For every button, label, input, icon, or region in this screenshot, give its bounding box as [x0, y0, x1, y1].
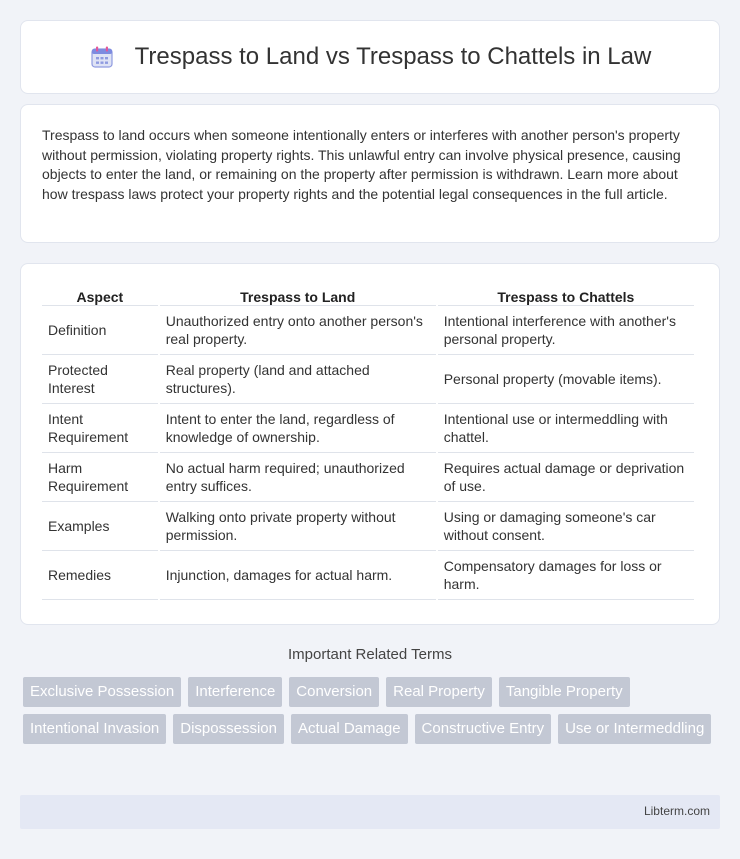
tag-actual-damage[interactable]: Actual Damage — [291, 714, 408, 744]
cell-land: Intent to enter the land, regardless of knowledge of ownership. — [160, 404, 436, 453]
cell-land: Walking onto private property without permission. — [160, 502, 436, 551]
intro-text: Trespass to land occurs when someone intentionally enters or interferes with another person's property without permission, violating property rights. This unlawful entry can involve physical presence, causing objects to enter the land, or remaining on the property after permission is withdrawn. Learn more about how trespass laws protect your property rights and the potential legal consequences in the full article. — [42, 127, 681, 202]
cell-chattels: Compensatory damages for loss or harm. — [438, 551, 694, 600]
title-card — [20, 20, 720, 94]
comparison-table-card — [20, 263, 720, 625]
cell-aspect: Examples — [42, 502, 158, 551]
table-header-row — [42, 284, 694, 306]
comparison-table — [40, 284, 696, 600]
cell-land: Injunction, damages for actual harm. — [160, 551, 436, 600]
cell-chattels: Using or damaging someone's car without consent. — [438, 502, 694, 551]
cell-chattels: Intentional interference with another's personal property. — [438, 306, 694, 355]
cell-aspect: Protected Interest — [42, 355, 158, 404]
calendar-icon — [89, 44, 115, 70]
footer — [20, 795, 720, 829]
table-row — [42, 404, 694, 453]
tag-dispossession[interactable]: Dispossession — [173, 714, 284, 744]
cell-land: Real property (land and attached structures). — [160, 355, 436, 404]
cell-aspect: Definition — [42, 306, 158, 355]
cell-land: No actual harm required; unauthorized entry suffices. — [160, 453, 436, 502]
cell-aspect: Intent Requirement — [42, 404, 158, 453]
table-row — [42, 551, 694, 600]
cell-land: Unauthorized entry onto another person's real property. — [160, 306, 436, 355]
header-aspect: Aspect — [42, 284, 158, 306]
cell-aspect: Harm Requirement — [42, 453, 158, 502]
table-row — [42, 453, 694, 502]
intro-card — [20, 104, 720, 243]
table-row — [42, 355, 694, 404]
page-title: Trespass to Land vs Trespass to Chattels in Law — [134, 43, 652, 70]
tag-conversion[interactable]: Conversion — [289, 677, 379, 707]
related-terms-tags — [23, 677, 713, 744]
footer-site-link[interactable]: Libterm.com — [643, 804, 710, 818]
tag-tangible-property[interactable]: Tangible Property — [499, 677, 630, 707]
tag-constructive-entry[interactable]: Constructive Entry — [415, 714, 552, 744]
cell-aspect: Remedies — [42, 551, 158, 600]
tag-real-property[interactable]: Real Property — [386, 677, 492, 707]
table-row — [42, 502, 694, 551]
tag-intentional-invasion[interactable]: Intentional Invasion — [23, 714, 166, 744]
header-trespass-to-chattels: Trespass to Chattels — [438, 284, 694, 306]
cell-chattels: Requires actual damage or deprivation of use. — [438, 453, 694, 502]
tag-use-or-intermeddling[interactable]: Use or Intermeddling — [558, 714, 711, 744]
cell-chattels: Intentional use or intermeddling with chattel. — [438, 404, 694, 453]
related-terms-title: Important Related Terms — [288, 646, 452, 663]
header-trespass-to-land: Trespass to Land — [160, 284, 436, 306]
table-row — [42, 306, 694, 355]
tag-interference[interactable]: Interference — [188, 677, 282, 707]
cell-chattels: Personal property (movable items). — [438, 355, 694, 404]
tag-exclusive-possession[interactable]: Exclusive Possession — [23, 677, 181, 707]
